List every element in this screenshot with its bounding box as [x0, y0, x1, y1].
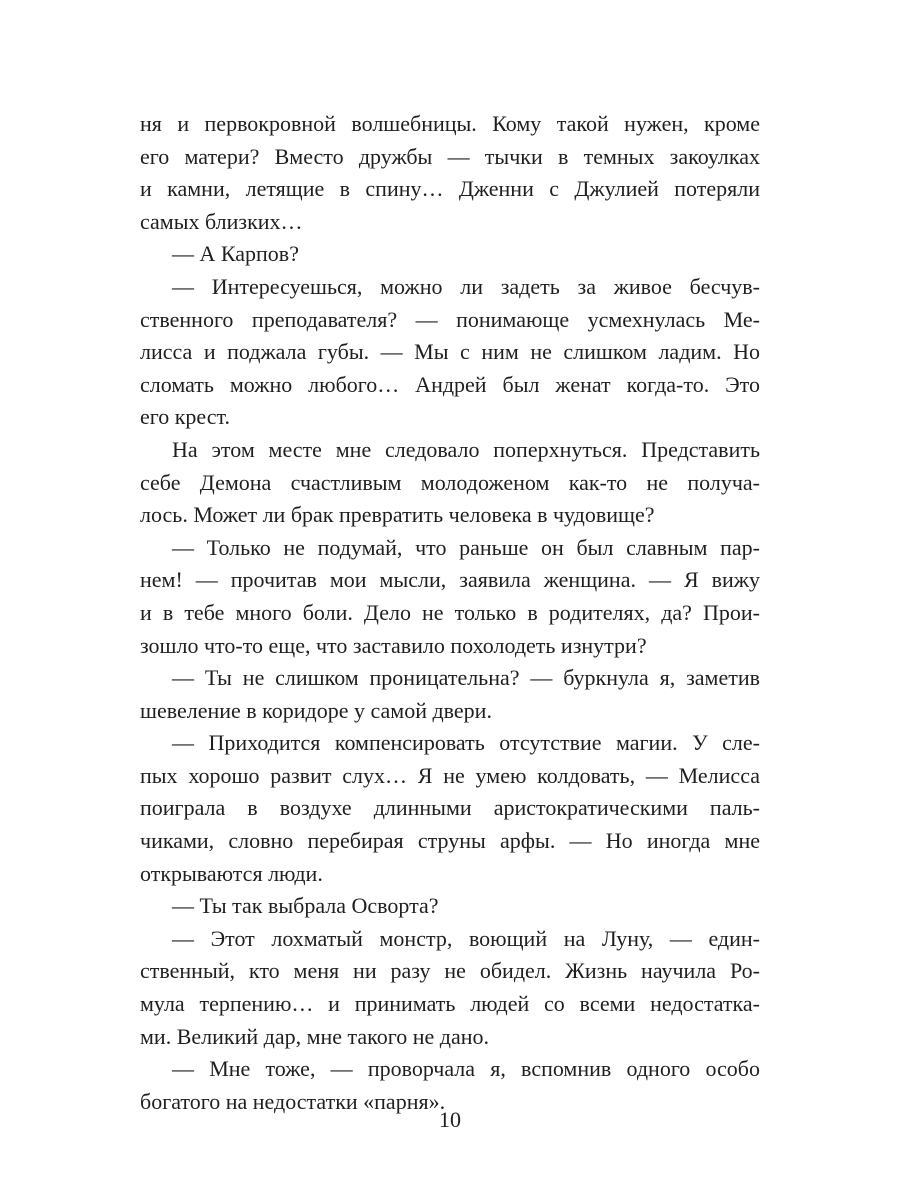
- text-line: ственный, кто меня ни разу не обидел. Жизнь научила Ро-: [140, 958, 760, 984]
- text-line: его крест.: [140, 404, 230, 430]
- text-line: — А Карпов?: [172, 241, 299, 267]
- text-line: нем! — прочитав мои мысли, заявила женщина. — Я вижу: [140, 567, 760, 593]
- text-line: ня и первокровной волшебницы. Кому такой нужен, кроме: [140, 111, 760, 136]
- text-line: — Этот лохматый монстр, воющий на Луну, — един-: [172, 925, 760, 951]
- page-body: [140, 108, 760, 1118]
- text-line: лисса и поджала губы. — Мы с ним не слишком ладим. Но: [140, 339, 760, 365]
- text-line: — Мне тоже, — проворчала я, вспомнив одного особо: [172, 1056, 760, 1082]
- text-line: поиграла в воздухе длинными аристократическими паль-: [140, 795, 760, 821]
- text-line: — Приходится компенсировать отсутствие магии. У сле-: [172, 730, 760, 756]
- text-line: На этом месте мне следовало поперхнуться. Представить: [172, 436, 760, 462]
- text-line: и камни, летящие в спину… Дженни с Джулией потеряли: [140, 176, 760, 202]
- text-line: зошло что-то еще, что заставило похолодеть изнутри?: [140, 632, 647, 658]
- text-line: шевеление в коридоре у самой двери.: [140, 697, 492, 723]
- text-line: чиками, словно перебирая струны арфы. — Но иногда мне: [140, 828, 760, 854]
- text-line: самых близких…: [140, 208, 303, 234]
- text-line: ственного преподавателя? — понимающе усмехнулась Ме-: [140, 306, 760, 332]
- text-line: его матери? Вместо дружбы — тычки в темных закоулках: [140, 143, 760, 169]
- text-line: сломать можно любого… Андрей был женат когда-то. Это: [140, 371, 760, 397]
- page-number: 10: [439, 1107, 461, 1132]
- text-line: ми. Великий дар, мне такого не дано.: [140, 1023, 490, 1049]
- text-line: себе Демона счастливым молодоженом как-то не получа-: [140, 469, 760, 495]
- text-line: — Интересуешься, можно ли задеть за живое бесчув-: [172, 273, 760, 299]
- text-line: богатого на недостатки «парня».: [140, 1088, 446, 1114]
- text-line: — Ты не слишком проницательна? — буркнула я, заметив: [172, 665, 760, 691]
- text-line: мула терпению… и принимать людей со всеми недостатка-: [140, 991, 760, 1017]
- text-line: и в тебе много боли. Дело не только в родителях, да? Прои-: [140, 599, 760, 625]
- text-line: лось. Может ли брак превратить человека в чудовище?: [140, 502, 655, 528]
- text-line: — Ты так выбрала Осворта?: [172, 893, 439, 919]
- text-line: пых хорошо развит слух… Я не умею колдовать, — Мелисса: [140, 762, 760, 788]
- text-line: открываются люди.: [140, 860, 323, 886]
- text-line: — Только не подумай, что раньше он был славным пар-: [172, 534, 760, 560]
